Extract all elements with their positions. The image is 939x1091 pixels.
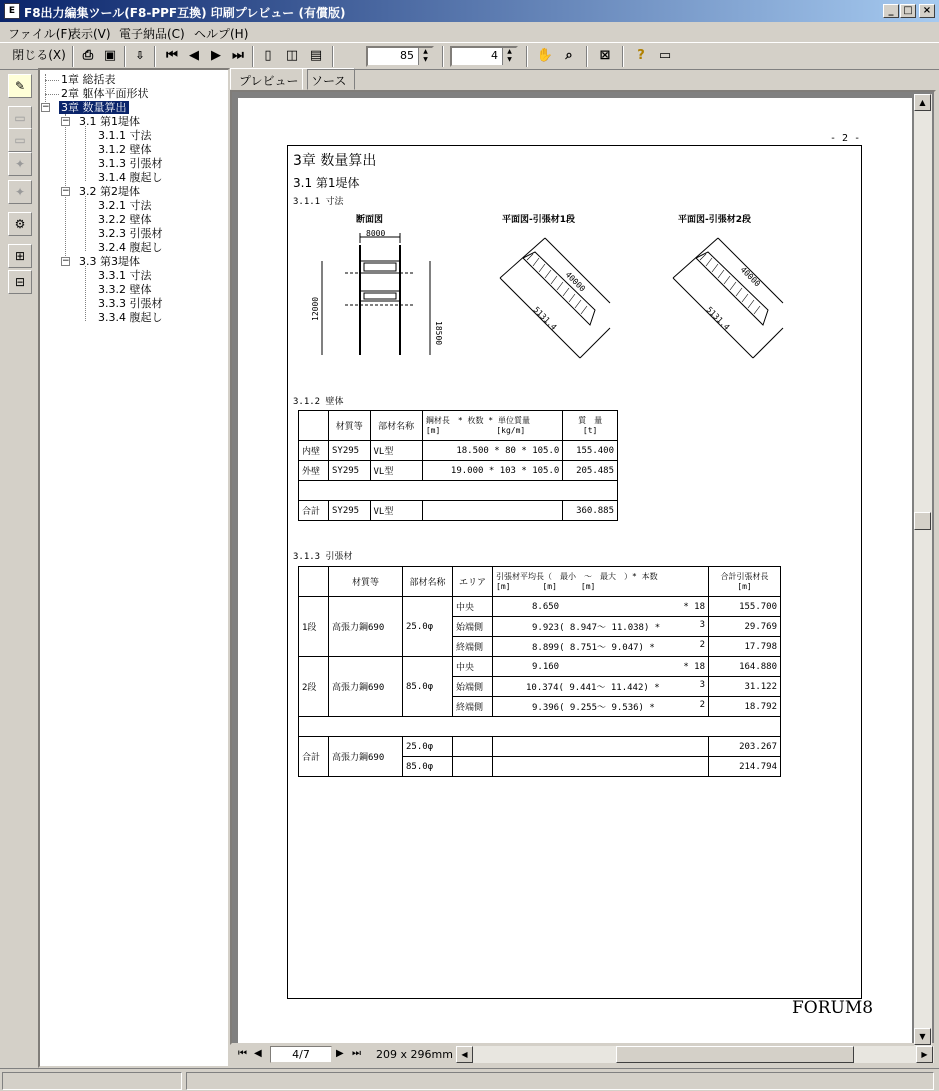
table-row [299,657,781,677]
hscroll-thumb[interactable] [616,1046,854,1063]
wall-cell: 360.885 [563,501,618,521]
tie-val: 8.650 [532,601,560,612]
tie-val: 10.374( 9.441～ 11.442) * [526,683,660,693]
zoom-spin-arrows[interactable]: ▲ ▼ [418,48,432,65]
tie-cell: 155.700 [709,597,781,617]
tie-cell: 高張力鋼690 [329,657,403,717]
wall-cell: SY295 [329,441,371,461]
wall-cell: VL型 [370,441,422,461]
tree-item-3-3[interactable]: 3.3 第3堤体 [79,255,140,268]
tree-item-3-3-1[interactable]: 3.3.1 寸法 [98,269,152,282]
tie-cell: 29.769 [709,617,781,637]
tie-val: 9.160 [532,661,560,672]
tie-h-member: 部材名称 [403,567,453,597]
collapse-3-1-icon[interactable]: − [62,116,70,126]
collapse-chapter3-icon[interactable]: − [42,102,50,112]
tree-item-3-2-3[interactable]: 3.2.3 引張材 [98,227,163,240]
tie-cell: 終端側 [453,637,493,657]
tie-cell: 中央 [453,597,493,617]
tree-item-3-2[interactable]: 3.2 第2堤体 [79,185,140,198]
fit-page-icon[interactable]: ⊠ [599,48,611,63]
tie-cell: 17.798 [709,637,781,657]
tie-cell [493,617,709,637]
tree-item-3-2-2[interactable]: 3.2.2 壁体 [98,213,152,226]
toolbar [0,42,939,70]
page-navigation-bar [230,1046,936,1064]
wall-cell: SY295 [329,501,371,521]
tie-cell: 85.0φ [403,657,453,717]
tab-preview[interactable]: プレビュー [230,68,308,90]
save-icon[interactable]: ▣ [103,48,117,63]
nav-first-icon[interactable]: ⏮ [238,1048,247,1059]
status-panel-2 [186,1072,934,1090]
tie-h-area: エリア [453,567,493,597]
help-icon[interactable]: ? [637,48,645,63]
tie-val: 3 [699,680,705,690]
tie-val: 3 [699,620,705,630]
minimize-button[interactable]: _ [883,4,899,18]
nav-next-icon[interactable]: ▶ [336,1048,344,1059]
tie-val: 9.396( 9.255～ 9.536) * [532,703,655,713]
table-row [299,441,618,461]
last-page-icon[interactable]: ⏭ [232,48,244,63]
first-page-icon[interactable]: ⏮ [166,48,178,63]
subsection-1-2: 3.1.2 壁体 [293,397,344,407]
tool-disabled-2-icon: ▭ [8,128,32,152]
print-icon[interactable]: ⎙ [82,48,94,63]
table-row [299,461,618,481]
single-page-icon[interactable]: ▯ [264,48,272,63]
plan-figure-tier1 [495,230,615,360]
wall-cell: 合計 [299,501,329,521]
tree-item-3-1-3[interactable]: 3.1.3 引張材 [98,157,163,170]
tree-item-3-2-1[interactable]: 3.2.1 寸法 [98,199,152,212]
wall-cell: VL型 [370,501,422,521]
tie-cell: 164.880 [709,657,781,677]
fig2-b-label: 5131.4 [531,305,559,332]
tie-cell [493,657,709,677]
wall-cell: 内壁 [299,441,329,461]
plan-figure-tier2 [668,230,788,360]
wall-cell: 18.500 * 80 * 105.0 [422,441,562,461]
tie-val: 9.923( 8.947～ 11.038) * [532,623,661,633]
tree-item-3-3-4[interactable]: 3.3.4 腹起し [98,311,163,324]
scroll-right-icon[interactable]: ▶ [916,1046,933,1063]
fig1-title: 断面図 [356,215,384,225]
title-bar [0,0,939,22]
tie-cell: 高張力鋼690 [329,737,403,777]
hand-tool-icon[interactable]: ✋ [536,48,554,63]
tie-val: * 18 [683,661,705,672]
zoom-spinner[interactable] [366,46,434,67]
tie-total-row [299,737,781,757]
cross-section-figure [300,225,450,360]
two-page-icon[interactable]: ◫ [285,48,299,63]
tie-cell [493,637,709,657]
wall-table [298,410,618,521]
wall-h-mass: 質 量 [t] [563,411,618,441]
close-window-button[interactable]: × [919,4,935,18]
tie-val: * 18 [683,601,705,612]
tie-cell: 高張力鋼690 [329,597,403,657]
tree-item-3-1[interactable]: 3.1 第1堤体 [79,115,140,128]
menu-help[interactable]: ヘルプ(H) [194,27,249,41]
collapse-3-3-icon[interactable]: − [62,256,70,266]
fig3-b-label: 5131.4 [704,305,732,332]
menu-bar [0,22,939,42]
tie-cell: 31.122 [709,677,781,697]
paper-size: 209 x 296mm [376,1048,453,1061]
tie-cell: 1段 [299,597,329,657]
nav-prev-icon[interactable]: ◀ [254,1048,262,1059]
tab-source[interactable]: ソース [302,68,355,90]
left-toolbar [6,72,36,1070]
tie-h-total: 合計引張材長 [m] [709,567,781,597]
wall-h-member: 部材名称 [370,411,422,441]
wall-cell: 19.000 * 103 * 105.0 [422,461,562,481]
tie-cell: 25.0φ [403,737,453,757]
tie-cell: 203.267 [709,737,781,757]
window-title: F8出力編集ツール(F8-PPF互換) 印刷プレビュー (有償版) [24,6,346,20]
tie-cell [493,697,709,717]
prev-page-icon[interactable]: ◀ [189,48,199,63]
wall-cell: SY295 [329,461,371,481]
nav-last-icon[interactable]: ⏭ [352,1048,361,1059]
menu-view[interactable]: 表示(V) [69,27,111,41]
fig2-title: 平面図-引張材1段 [502,215,575,225]
vertical-scrollbar[interactable] [914,94,932,1046]
tree-item-3-3-2[interactable]: 3.3.2 壁体 [98,283,152,296]
tool-disabled-3-icon: ✦ [8,152,32,176]
zoom-tool-icon[interactable]: ⌕ [565,48,573,63]
close-preview-button[interactable]: 閉じる(X) [12,48,66,62]
tree-item-3-3-3[interactable]: 3.3.3 引張材 [98,297,163,310]
multi-page-icon[interactable]: ▤ [309,48,323,63]
app-icon: E [4,3,20,19]
fig2-a-label: 40000 [563,270,587,294]
chapter-heading: 3章 数量算出 [293,153,377,169]
tree-collapse-icon[interactable]: ⊟ [8,270,32,294]
view-tabs [230,68,450,90]
tie-h-length: 引張材平均長（ 最小 ～ 最大 ）* 本数 [m] [m] [m] [493,567,709,597]
table-row [299,597,781,617]
tie-h-material: 材質等 [329,567,403,597]
tie-table [298,566,781,777]
tie-cell: 214.794 [709,757,781,777]
maximize-button[interactable]: □ [900,4,916,18]
tie-cell: 2段 [299,657,329,717]
tie-val: 2 [699,700,705,710]
fig3-a-label: 40000 [738,265,762,289]
tie-cell: 中央 [453,657,493,677]
horizontal-scrollbar[interactable] [456,1046,934,1063]
info-icon[interactable]: ▭ [658,48,672,63]
tie-val: 2 [699,640,705,650]
tie-cell: 18.792 [709,697,781,717]
fig3-title: 平面図-引張材2段 [678,215,751,225]
forum8-logo: FORUM8 [792,998,874,1018]
page-number: - 2 - [830,133,861,144]
edit-pen-icon[interactable]: ✎ [8,74,32,98]
page-value: 4 [491,49,498,62]
status-panel-1 [2,1072,182,1090]
outline-tree [38,68,230,1068]
page-indicator[interactable]: 4/7 [270,1046,332,1063]
page-spinner[interactable] [450,46,518,67]
tree-item-3-1-1[interactable]: 3.1.1 寸法 [98,129,152,142]
scroll-left-icon[interactable]: ◀ [456,1046,473,1063]
status-bar [0,1068,939,1091]
tree-item-ch3[interactable]: 3章 数量算出 [61,101,127,114]
section-heading: 3.1 第1堤体 [293,176,360,190]
subsection-1-1: 3.1.1 寸法 [293,197,344,207]
tie-cell: 始端側 [453,617,493,637]
wall-h-length: 鋼材長 * 枚数 * 単位質量 [m] [kg/m] [422,411,562,441]
menu-electronic-delivery[interactable]: 電子納品(C) [119,27,185,41]
scroll-thumb[interactable] [914,512,931,530]
tree-item-3-2-4[interactable]: 3.2.4 腹起し [98,241,163,254]
tie-cell: 合計 [299,737,329,777]
page-spin-arrows[interactable]: ▲ ▼ [502,48,516,65]
wall-cell: 155.400 [563,441,618,461]
fig1-h1-label: 12000 [311,296,320,321]
tree-expand-icon[interactable]: ⊞ [8,244,32,268]
wall-cell: 外壁 [299,461,329,481]
zoom-value: 85 [400,49,414,62]
scroll-down-icon[interactable]: ▼ [914,1028,931,1045]
fig1-h2-label: 18500 [434,321,443,346]
export-icon[interactable]: ⇩ [135,49,145,62]
tree-item-ch2[interactable]: 2章 躯体平面形状 [61,87,149,100]
tie-cell: 終端側 [453,697,493,717]
tie-cell: 始端側 [453,677,493,697]
wall-h-material: 材質等 [329,411,371,441]
fig1-width-label: 8000 [366,229,386,238]
settings-tool-icon[interactable]: ⚙ [8,212,32,236]
tie-cell [493,597,709,617]
subsection-1-3: 3.1.3 引張材 [293,552,353,562]
tie-cell: 25.0φ [403,597,453,657]
tree-item-3-1-2[interactable]: 3.1.2 壁体 [98,143,152,156]
tie-cell: 85.0φ [403,757,453,777]
tree-item-3-1-4[interactable]: 3.1.4 腹起し [98,171,163,184]
tie-val: 8.899( 8.751～ 9.047) * [532,643,655,653]
tool-disabled-1-icon: ▭ [8,106,32,130]
collapse-3-2-icon[interactable]: − [62,186,70,196]
tool-disabled-4-icon: ✦ [8,180,32,204]
next-page-icon[interactable]: ▶ [211,48,221,63]
wall-cell: 205.485 [563,461,618,481]
tie-cell [493,677,709,697]
scroll-up-icon[interactable]: ▲ [914,94,931,111]
wall-total-row [299,501,618,521]
wall-cell: VL型 [370,461,422,481]
menu-file[interactable]: ファイル(F) [8,27,73,41]
tree-item-ch1[interactable]: 1章 総括表 [61,73,116,86]
